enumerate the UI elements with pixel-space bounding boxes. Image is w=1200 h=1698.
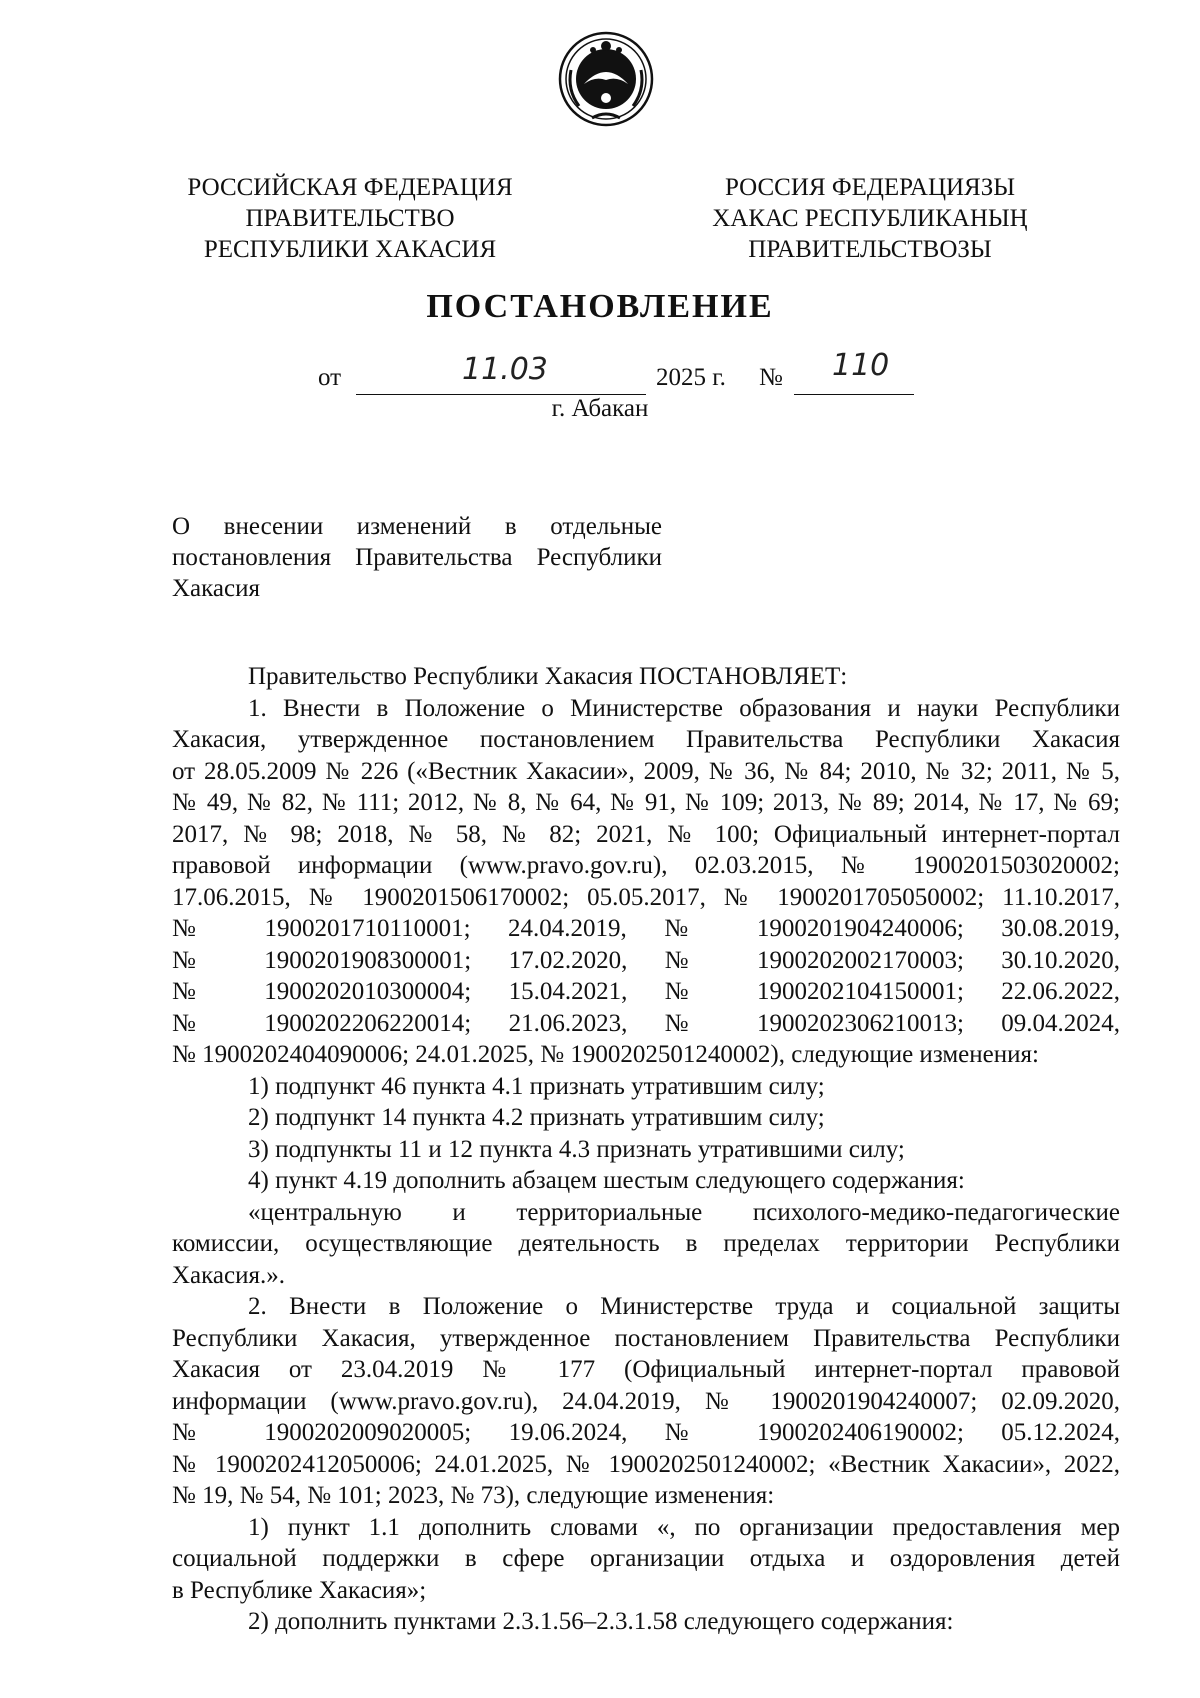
body-line: от 28.05.2009 № 226 («Вестник Хакасии», 2009, № 36, № 84; 2010, № 32; 2011, № 5, — [172, 757, 1120, 785]
body-line: Хакасия от 23.04.2019 № 177 (Официальный интернет-портал правовой — [172, 1356, 1120, 1383]
body-line: 1) подпункт 46 пункта 4.1 признать утратившим силу; — [248, 1072, 825, 1100]
body-line: социальной поддержки в сфере организации отдыха и оздоровления детей — [172, 1545, 1120, 1572]
coat-of-arms-icon — [557, 30, 655, 128]
body-line: Правительство Республики Хакасия ПОСТАНОВЛЯЕТ: — [248, 663, 848, 690]
number-handwritten: 110 — [832, 348, 890, 383]
body-line: № 1900202206220014; 21.06.2023, № 1900202306210013; 09.04.2024, — [172, 1009, 1120, 1037]
body-line: № 1900202404090006; 24.01.2025, № 1900202501240002), следующие изменения: — [172, 1041, 1039, 1068]
number-label: № — [759, 364, 783, 391]
body-line: 17.06.2015, № 1900201506170002; 05.05.2017, № 1900201705050002; 11.10.2017, — [172, 883, 1120, 911]
body-line: 4) пункт 4.19 дополнить абзацем шестым следующего содержания: — [248, 1167, 965, 1194]
body-line: 2. Внести в Положение о Министерстве труда и социальной защиты — [248, 1293, 1120, 1320]
body-line: № 49, № 82, № 111; 2012, № 8, № 64, № 91, № 109; 2013, № 89; 2014, № 17, № 69; — [172, 789, 1120, 816]
date-year: 2025 г. — [656, 364, 726, 391]
body-line: № 1900202412050006; 24.01.2025, № 1900202501240002; «Вестник Хакасии», 2022, — [172, 1450, 1120, 1478]
body-line: информации (www.pravo.gov.ru), 24.04.2019, № 1900201904240007; 02.09.2020, — [172, 1387, 1120, 1415]
subject-line: О внесении изменений в отдельные — [172, 513, 662, 540]
date-from-label: от — [318, 364, 342, 391]
header-left-line: РОССИЙСКАЯ ФЕДЕРАЦИЯ — [187, 174, 513, 201]
date-handwritten: 11.03 — [462, 352, 548, 387]
body-line: Республики Хакасия, утвержденное постановлением Правительства Республики — [172, 1324, 1120, 1352]
header-left — [180, 172, 520, 265]
document-body — [172, 661, 1120, 1638]
body-line: 1. Внести в Положение о Министерстве образования и науки Республики — [248, 694, 1120, 722]
header-right — [700, 172, 1040, 265]
date-row — [0, 348, 1200, 398]
body-line: 2017, № 98; 2018, № 58, № 82; 2021, № 100; Официальный интернет-портал — [172, 820, 1120, 848]
header-right-line: РОССИЯ ФЕДЕРАЦИЯЗЫ — [724, 174, 1016, 201]
city: г. Абакан — [551, 395, 649, 422]
body-line: Хакасия.». — [172, 1261, 285, 1289]
coat-of-arms-emblem — [557, 30, 655, 128]
body-line: 3) подпункты 11 и 12 пункта 4.3 признать утратившими силу; — [248, 1135, 905, 1163]
body-line: «центральную и территориальные психолого-медико-педагогические — [248, 1198, 1120, 1226]
header-left-line: РЕСПУБЛИКИ ХАКАСИЯ — [203, 236, 497, 263]
body-line: № 1900202010300004; 15.04.2021, № 1900202104150001; 22.06.2022, — [172, 978, 1120, 1005]
body-line: № 19, № 54, № 101; 2023, № 73), следующие изменения: — [172, 1482, 775, 1509]
header-left-line: ПРАВИТЕЛЬСТВО — [245, 205, 455, 232]
subject-line: постановления Правительства Республики — [172, 544, 662, 571]
body-line: № 1900202009020005; 19.06.2024, № 1900202406190002; 05.12.2024, — [172, 1419, 1120, 1446]
header-right-line: ХАКАС РЕСПУБЛИКАНЫҢ — [712, 205, 1028, 232]
body-line: Хакасия, утвержденное постановлением Правительства Республики Хакасия — [172, 726, 1120, 753]
body-line: правовой информации (www.pravo.gov.ru), 02.03.2015, № 1900201503020002; — [172, 852, 1120, 879]
body-line: 2) дополнить пунктами 2.3.1.56–2.3.1.58 следующего содержания: — [248, 1608, 954, 1635]
header-right-line: ПРАВИТЕЛЬСТВОЗЫ — [748, 236, 992, 263]
document-subject — [172, 511, 662, 604]
body-line: № 1900201710110001; 24.04.2019, № 1900201904240006; 30.08.2019, — [172, 915, 1120, 942]
document-title: ПОСТАНОВЛЕНИЕ — [426, 288, 774, 325]
body-line: комиссии, осуществляющие деятельность в пределах территории Республики — [172, 1230, 1120, 1257]
body-line: 1) пункт 1.1 дополнить словами «, по организации предоставления мер — [248, 1513, 1120, 1541]
body-line: 2) подпункт 14 пункта 4.2 признать утратившим силу; — [248, 1104, 825, 1131]
subject-line: Хакасия — [172, 575, 260, 602]
body-line: в Республике Хакасия»; — [172, 1576, 427, 1604]
body-line: № 1900201908300001; 17.02.2020, № 1900202002170003; 30.10.2020, — [172, 946, 1120, 974]
